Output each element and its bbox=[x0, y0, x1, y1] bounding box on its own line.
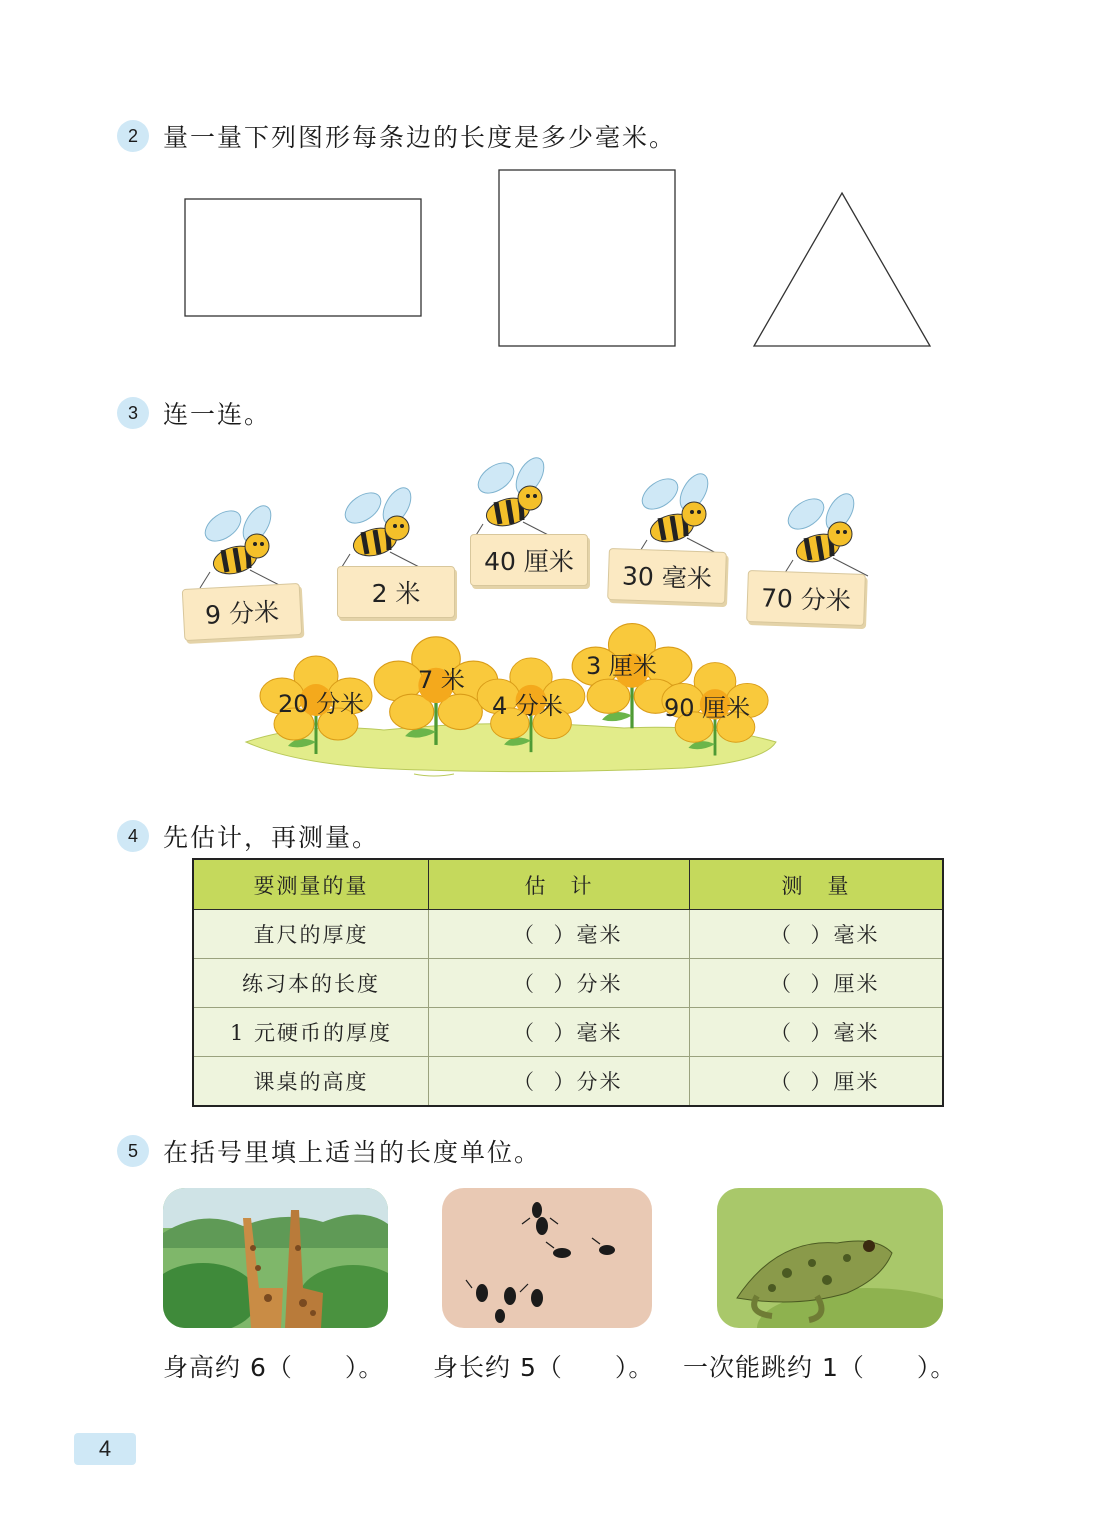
question-3-text: 连一连。 bbox=[163, 400, 272, 429]
measure-unit: ）厘米 bbox=[810, 1070, 880, 1094]
caption-giraffes: 身高约 6（ ）。 bbox=[163, 1353, 385, 1382]
question-4-text: 先估计，再测量。 bbox=[163, 823, 380, 852]
bee-icon bbox=[195, 500, 295, 590]
giraffes-photo bbox=[163, 1188, 388, 1328]
bee-sign-5: 70 分米 bbox=[746, 570, 866, 626]
bee-sign-1: 9 分米 bbox=[182, 583, 303, 641]
bee-sign-3: 40 厘米 bbox=[470, 534, 588, 586]
row-item: 课桌的高度 bbox=[193, 1057, 429, 1107]
flower-label-1: 20 分米 bbox=[278, 690, 365, 718]
table-header: 测 量 bbox=[690, 859, 944, 910]
table-row bbox=[193, 1008, 943, 1057]
estimate-cell[interactable] bbox=[429, 1008, 690, 1057]
table-header: 估 计 bbox=[429, 859, 690, 910]
question-2-text: 量一量下列图形每条边的长度是多少毫米。 bbox=[163, 123, 677, 152]
open-paren: （ bbox=[770, 972, 793, 996]
row-item: 直尺的厚度 bbox=[193, 910, 429, 959]
open-paren: （ bbox=[513, 1070, 536, 1094]
open-paren: （ bbox=[513, 923, 536, 947]
measure-unit: ）毫米 bbox=[810, 1021, 880, 1045]
flower-label-3: 4 分米 bbox=[492, 692, 563, 720]
measure-unit: ）毫米 bbox=[810, 923, 880, 947]
estimate-unit: ）分米 bbox=[553, 1070, 623, 1094]
table-row bbox=[193, 910, 943, 959]
question-number-3: 3 bbox=[117, 397, 149, 429]
measure-cell[interactable] bbox=[690, 1008, 944, 1057]
bee-sign-2: 2 米 bbox=[337, 566, 455, 618]
open-paren: （ bbox=[513, 1021, 536, 1045]
question-number-2: 2 bbox=[117, 120, 149, 152]
open-paren: （ bbox=[513, 972, 536, 996]
table-row bbox=[193, 1057, 943, 1107]
bee-icon bbox=[778, 488, 878, 578]
row-item: 练习本的长度 bbox=[193, 959, 429, 1008]
estimate-cell[interactable] bbox=[429, 910, 690, 959]
estimate-unit: ）分米 bbox=[553, 972, 623, 996]
open-paren: （ bbox=[770, 1070, 793, 1094]
open-paren: （ bbox=[770, 1021, 793, 1045]
question-5-text: 在括号里填上适当的长度单位。 bbox=[163, 1138, 542, 1167]
page-number: 4 bbox=[74, 1433, 136, 1465]
caption-frog: 一次能跳约 1（ ）。 bbox=[683, 1353, 957, 1382]
measure-unit: ）厘米 bbox=[810, 972, 880, 996]
estimate-unit: ）毫米 bbox=[553, 923, 623, 947]
estimate-cell[interactable] bbox=[429, 1057, 690, 1107]
triangle-shape bbox=[748, 188, 936, 352]
bee-icon bbox=[632, 468, 732, 558]
open-paren: （ bbox=[770, 923, 793, 947]
bee-icon bbox=[468, 452, 568, 542]
table-header: 要测量的量 bbox=[193, 859, 429, 910]
measure-cell[interactable] bbox=[690, 959, 944, 1008]
frog-photo bbox=[717, 1188, 943, 1328]
row-item: 1 元硬币的厚度 bbox=[193, 1008, 429, 1057]
bee-icon bbox=[335, 482, 435, 572]
estimate-unit: ）毫米 bbox=[553, 1021, 623, 1045]
estimate-cell[interactable] bbox=[429, 959, 690, 1008]
question-number-5: 5 bbox=[117, 1135, 149, 1167]
measure-cell[interactable] bbox=[690, 910, 944, 959]
caption-ants: 身长约 5（ ）。 bbox=[433, 1353, 655, 1382]
rectangle-shape bbox=[180, 195, 426, 321]
table-header-row bbox=[193, 859, 943, 910]
question-number-4: 4 bbox=[117, 820, 149, 852]
flower-label-4: 3 厘米 bbox=[586, 652, 657, 680]
square-shape bbox=[495, 166, 681, 352]
ants-photo bbox=[442, 1188, 652, 1328]
flower-label-5: 90 厘米 bbox=[664, 694, 751, 722]
table-row bbox=[193, 959, 943, 1008]
measure-cell[interactable] bbox=[690, 1057, 944, 1107]
flower-label-2: 7 米 bbox=[418, 666, 465, 694]
bee-sign-4: 30 毫米 bbox=[607, 548, 727, 604]
estimate-measure-table bbox=[192, 858, 944, 1107]
